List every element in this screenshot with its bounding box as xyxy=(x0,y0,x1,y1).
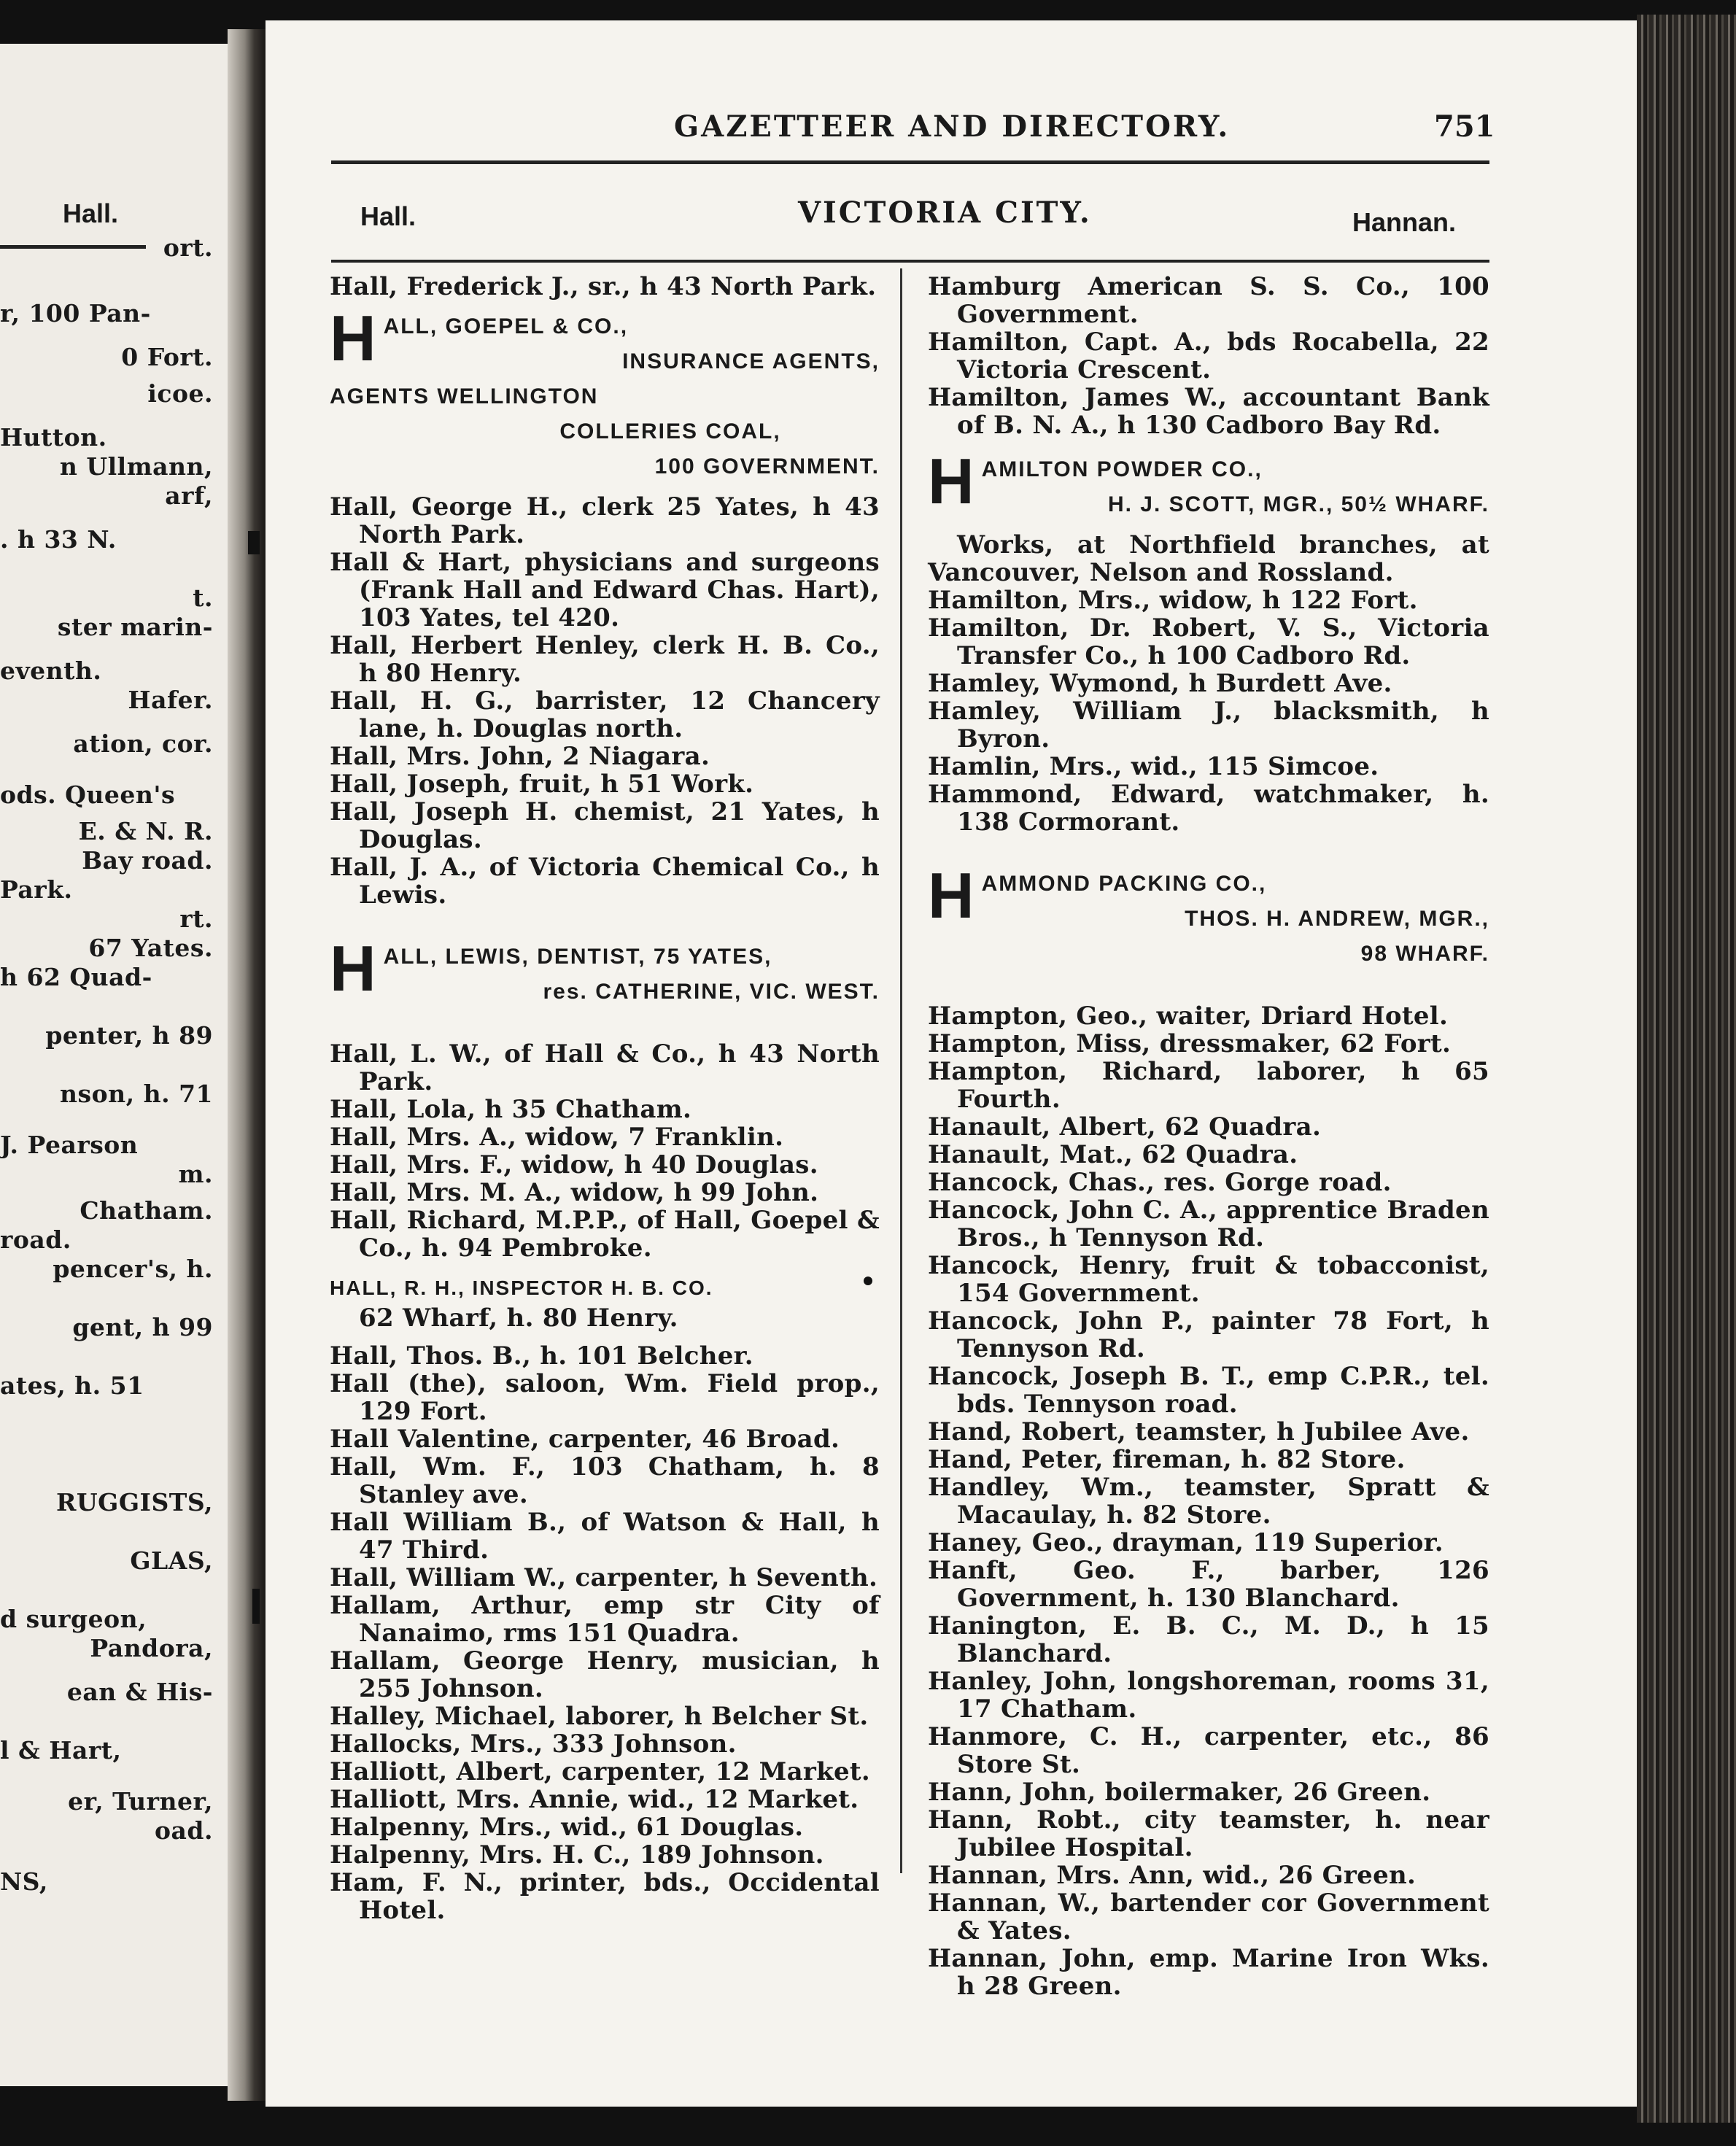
entry: Hand, Peter, fireman, h. 82 Store. xyxy=(928,1445,1406,1474)
ad-line: INSURANCE AGENTS, xyxy=(622,349,880,373)
left-page-line: oad. xyxy=(155,1816,213,1845)
entry: Halliott, Albert, carpenter, 12 Market. xyxy=(330,1757,871,1786)
left-page-line: ods. Queen's xyxy=(0,780,176,809)
left-page-line: ation, cor. xyxy=(73,729,213,758)
left-page-line: gent, h 99 xyxy=(72,1313,213,1341)
drop-cap: H xyxy=(330,932,378,1004)
entry: Halliott, Mrs. Annie, wid., 12 Market. xyxy=(330,1785,859,1814)
left-page-line: icoe. xyxy=(147,379,213,408)
left-page-line: eventh. xyxy=(0,656,102,685)
ad-line: 98 WHARF. xyxy=(1360,942,1489,966)
entry: Hallocks, Mrs., 333 Johnson. xyxy=(330,1729,737,1759)
drop-cap: H xyxy=(928,445,976,517)
ad-hall-rh xyxy=(330,1272,880,1304)
left-page-line: . h 33 N. xyxy=(0,525,117,554)
entry: Hancock, John P., painter 78 Fort, h Tennyson Rd. xyxy=(928,1306,1489,1363)
entry: Hannan, Mrs. Ann, wid., 26 Green. xyxy=(928,1861,1417,1890)
left-page-line: J. Pearson xyxy=(0,1131,139,1159)
entry: Hall, Mrs. M. A., widow, h 99 John. xyxy=(330,1178,819,1207)
column-divider xyxy=(900,268,902,1873)
entry: Hampton, Miss, dressmaker, 62 Fort. xyxy=(928,1029,1452,1058)
ad-line: ALL, GOEPEL & CO., xyxy=(383,314,629,338)
entry: Hancock, John C. A., apprentice Braden Bros., h Tennyson Rd. xyxy=(928,1196,1489,1252)
entry: Hanft, Geo. F., barber, 126 Government, h. 130 Blanchard. xyxy=(928,1556,1489,1613)
entry: Hall, Frederick J., sr., h 43 North Park. xyxy=(330,272,877,301)
drop-cap: H xyxy=(330,302,378,374)
guide-word-right: Hannan. xyxy=(1352,207,1457,237)
left-page-line: ster marin- xyxy=(57,613,213,641)
guide-city: VICTORIA CITY. xyxy=(798,195,1092,230)
entry: Hall William B., of Watson & Hall, h 47 Third. xyxy=(330,1508,880,1565)
entry: Hall, Joseph, fruit, h 51 Work. xyxy=(330,770,754,799)
entry: Hanley, John, longshoreman, rooms 31, 17 Chatham. xyxy=(928,1667,1489,1724)
left-page-line: penter, h 89 xyxy=(45,1021,213,1050)
ad-line: AMILTON POWDER CO., xyxy=(981,457,1263,481)
left-page-line: Hafer. xyxy=(128,686,213,714)
entry: Handley, Wm., teamster, Spratt & Macaulay, h. 82 Store. xyxy=(928,1473,1489,1530)
entry: Hall, Lola, h 35 Chatham. xyxy=(330,1095,692,1124)
entry: Hall, Richard, M.P.P., of Hall, Goepel & Co., h. 94 Pembroke. xyxy=(330,1206,880,1263)
entry: Hall, George H., clerk 25 Yates, h 43 North Park. xyxy=(330,492,880,549)
ad-hammond-packing xyxy=(928,859,1489,972)
margin-mark xyxy=(248,531,260,554)
left-facing-page xyxy=(0,44,228,2086)
entry: Hammond, Edward, watchmaker, h. 138 Cormorant. xyxy=(928,780,1489,837)
ad-hall-goepel xyxy=(330,302,880,484)
left-page-line: road. xyxy=(0,1225,71,1254)
drop-cap: H xyxy=(928,859,976,931)
left-page-line: RUGGISTS, xyxy=(55,1488,213,1516)
entry: Hall, Mrs. F., widow, h 40 Douglas. xyxy=(330,1150,818,1179)
left-page-line: Bay road. xyxy=(82,846,213,875)
left-page-line: Pandora, xyxy=(90,1634,213,1662)
column-left xyxy=(330,273,880,1924)
entry: Hall, H. G., barrister, 12 Chancery lane, h. Douglas north. xyxy=(330,686,880,743)
entry: Hamlin, Mrs., wid., 115 Simcoe. xyxy=(928,752,1379,781)
left-page-line: rt. xyxy=(179,905,213,933)
page-edges xyxy=(1637,15,1736,2123)
ink-dot xyxy=(864,1277,872,1285)
entry: Hannan, John, emp. Marine Iron Wks. h 28 Green. xyxy=(928,1944,1489,2001)
left-page-line: Chatham. xyxy=(80,1196,213,1225)
entry: Hall, William W., carpenter, h Seventh. xyxy=(330,1563,878,1592)
left-page-line: Park. xyxy=(0,875,73,904)
left-page-header: Hall. xyxy=(63,198,119,228)
ad-line: 100 GOVERNMENT. xyxy=(654,454,880,479)
ad-line: THOS. H. ANDREW, MGR., xyxy=(1185,907,1489,931)
guide-word-left: Hall. xyxy=(360,201,416,231)
entry: Hanault, Mat., 62 Quadra. xyxy=(928,1140,1298,1169)
ad-hall-lewis xyxy=(330,932,880,1010)
entry: Hamilton, Mrs., widow, h 122 Fort. xyxy=(928,586,1418,615)
entry: Hall, Wm. F., 103 Chatham, h. 8 Stanley ave. xyxy=(330,1452,880,1509)
entry: Hanault, Albert, 62 Quadra. xyxy=(928,1112,1322,1142)
entry: Hall, J. A., of Victoria Chemical Co., h Lewis. xyxy=(330,853,880,910)
entry: 62 Wharf, h. 80 Henry. xyxy=(359,1304,678,1333)
left-page-line: E. & N. R. xyxy=(78,817,213,845)
left-page-line: t. xyxy=(193,584,213,612)
entry: Hall, Thos. B., h. 101 Belcher. xyxy=(330,1341,753,1371)
entry: Hall, Herbert Henley, clerk H. B. Co., h 80 Henry. xyxy=(330,631,880,688)
entry: Haney, Geo., drayman, 119 Superior. xyxy=(928,1528,1444,1557)
left-page-line: nson, h. 71 xyxy=(60,1080,213,1108)
entry: Ham, F. N., printer, bds., Occidental Hotel. xyxy=(330,1868,880,1925)
entry: Halpenny, Mrs., wid., 61 Douglas. xyxy=(330,1813,804,1842)
entry: Hancock, Chas., res. Gorge road. xyxy=(928,1168,1392,1197)
left-page-line: pencer's, h. xyxy=(53,1255,213,1283)
header-rule xyxy=(331,160,1489,164)
left-page-line: arf, xyxy=(165,481,213,510)
left-page-line: d surgeon, xyxy=(0,1605,147,1633)
left-page-line: GLAS, xyxy=(130,1546,213,1575)
entry: Hallam, Arthur, emp str City of Nanaimo, rms 151 Quadra. xyxy=(330,1591,880,1648)
left-page-line: ates, h. 51 xyxy=(0,1371,144,1400)
column-right xyxy=(928,273,1489,2000)
entry: Hamley, Wymond, h Burdett Ave. xyxy=(928,669,1392,698)
entry: Hampton, Richard, laborer, h 65 Fourth. xyxy=(928,1057,1489,1114)
entry: Hall, L. W., of Hall & Co., h 43 North Park. xyxy=(330,1039,880,1096)
entry: Works, at Northfield branches, at Vancouver, Nelson and Rossland. xyxy=(928,530,1489,587)
left-page-line: Hutton. xyxy=(0,423,107,452)
ad-line: res. CATHERINE, VIC. WEST. xyxy=(543,980,880,1004)
ad-line: AMMOND PACKING CO., xyxy=(981,872,1267,896)
left-page-line: er, Turner, xyxy=(68,1787,213,1816)
entry: Hall & Hart, physicians and surgeons (Frank Hall and Edward Chas. Hart), 103 Yates, tel 420. xyxy=(330,548,880,632)
ad-line: HALL, R. H., INSPECTOR H. B. CO. xyxy=(330,1277,713,1299)
ad-hamilton-powder xyxy=(928,445,1489,522)
left-page-line: NS, xyxy=(0,1867,48,1896)
left-page-line: l & Hart, xyxy=(0,1736,122,1765)
left-page-line: ean & His- xyxy=(66,1678,213,1706)
ad-line: ALL, LEWIS, DENTIST, 75 YATES, xyxy=(383,945,772,969)
entry: Hanington, E. B. C., M. D., h 15 Blanchard. xyxy=(928,1611,1489,1668)
entry: Hann, Robt., city teamster, h. near Jubilee Hospital. xyxy=(928,1805,1489,1862)
entry: Hanmore, C. H., carpenter, etc., 86 Store St. xyxy=(928,1722,1489,1779)
entry: Hamburg American S. S. Co., 100 Government. xyxy=(928,272,1489,329)
left-page-line: 0 Fort. xyxy=(121,343,213,371)
left-page-line: 67 Yates. xyxy=(88,934,213,962)
entry: Hall, Mrs. John, 2 Niagara. xyxy=(330,742,710,771)
left-page-line: m. xyxy=(178,1160,213,1188)
ad-line: H. J. SCOTT, MGR., 50½ WHARF. xyxy=(1107,492,1489,516)
left-page-line: ort. xyxy=(163,233,213,262)
entry: Hallam, George Henry, musician, h 255 Johnson. xyxy=(330,1646,880,1703)
entry: Hall (the), saloon, Wm. Field prop., 129 Fort. xyxy=(330,1369,880,1426)
ad-line: COLLERIES COAL, xyxy=(559,419,781,443)
entry: Hall Valentine, carpenter, 46 Broad. xyxy=(330,1425,840,1454)
entry: Halley, Michael, laborer, h Belcher St. xyxy=(330,1702,869,1731)
margin-mark xyxy=(252,1589,260,1624)
right-page xyxy=(266,20,1637,2107)
entry: Hann, John, boilermaker, 26 Green. xyxy=(928,1778,1431,1807)
book-gutter xyxy=(228,29,266,2101)
entry: Hall, Joseph H. chemist, 21 Yates, h Douglas. xyxy=(330,797,880,854)
entry: Hampton, Geo., waiter, Driard Hotel. xyxy=(928,1002,1449,1031)
left-page-line: n Ullmann, xyxy=(59,452,213,481)
entry: Hall, Mrs. A., widow, 7 Franklin. xyxy=(330,1123,784,1152)
entry: Hamilton, Dr. Robert, V. S., Victoria Transfer Co., h 100 Cadboro Rd. xyxy=(928,613,1489,670)
entry: Hannan, W., bartender cor Government & Yates. xyxy=(928,1889,1489,1945)
entry: Hamley, William J., blacksmith, h Byron. xyxy=(928,697,1489,754)
page-number: 751 xyxy=(1434,109,1495,144)
running-head: GAZETTEER AND DIRECTORY. xyxy=(674,109,1231,144)
entry: Hamilton, Capt. A., bds Rocabella, 22 Victoria Crescent. xyxy=(928,328,1489,384)
entry: Hancock, Henry, fruit & tobacconist, 154 Government. xyxy=(928,1251,1489,1308)
entry: Hand, Robert, teamster, h Jubilee Ave. xyxy=(928,1417,1470,1446)
left-page-line: h 62 Quad- xyxy=(0,963,152,991)
guide-rule xyxy=(331,260,1489,263)
entry: Hamilton, James W., accountant Bank of B. N. A., h 130 Cadboro Bay Rd. xyxy=(928,383,1489,440)
left-page-line: r, 100 Pan- xyxy=(0,299,151,328)
entry: Hancock, Joseph B. T., emp C.P.R., tel. bds. Tennyson road. xyxy=(928,1362,1489,1419)
entry: Halpenny, Mrs. H. C., 189 Johnson. xyxy=(330,1840,824,1870)
ad-line: AGENTS WELLINGTON xyxy=(330,384,599,408)
